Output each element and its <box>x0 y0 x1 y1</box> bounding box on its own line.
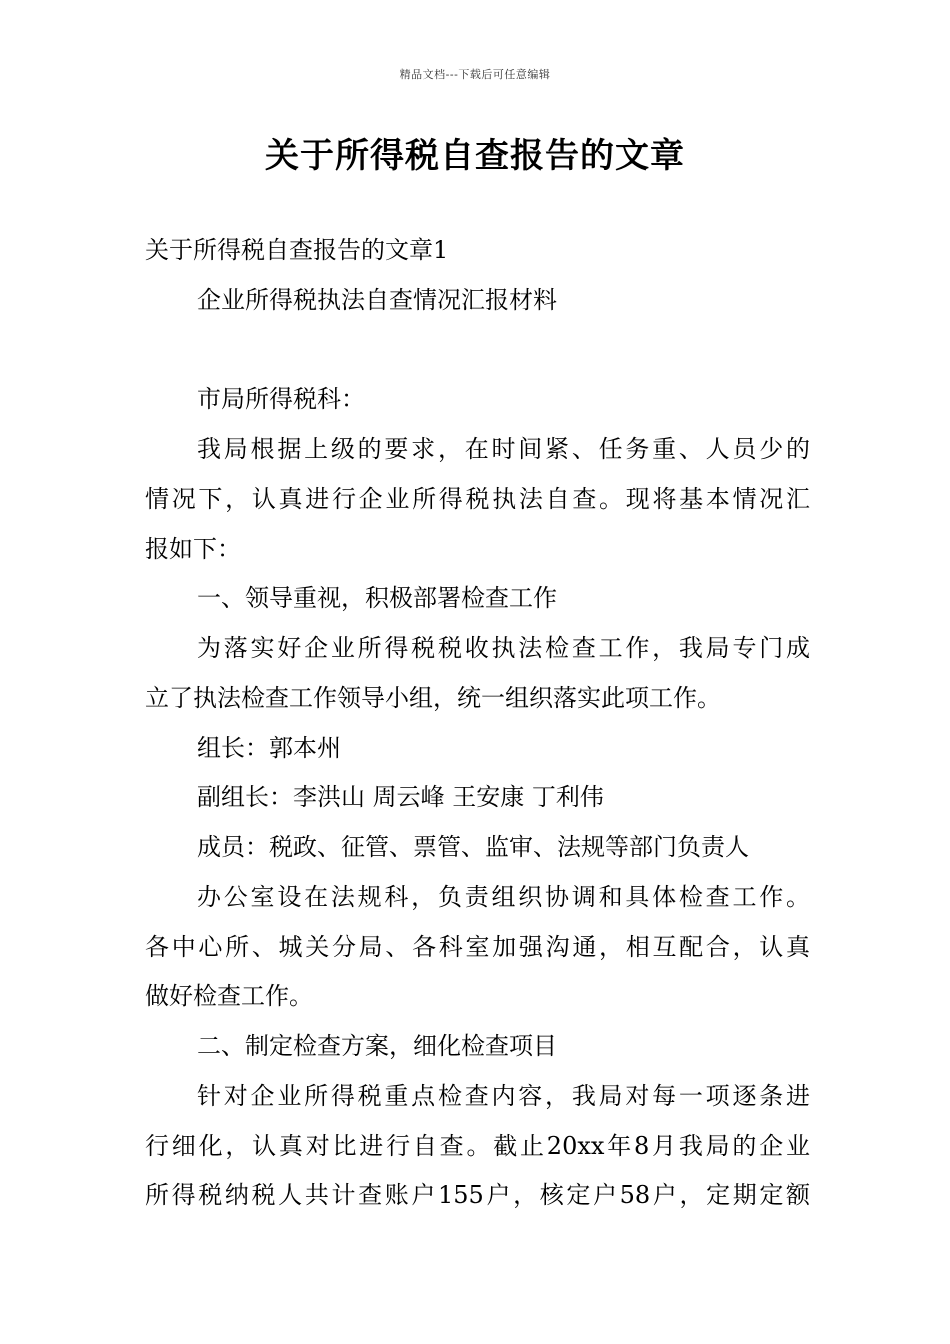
paragraph-line: 为落实好企业所得税税收执法检查工作，我局专门成 <box>197 634 810 662</box>
paragraph-line: 所得税纳税人共计查账户155户，核定户58户，定期定额 <box>145 1181 810 1209</box>
list-line: 副组长：李洪山 周云峰 王安康 丁利伟 <box>197 783 604 811</box>
paragraph-line: 各中心所、城关分局、各科室加强沟通，相互配合，认真 <box>145 933 810 961</box>
paragraph-line: 行细化，认真对比进行自查。截止20xx年8月我局的企业 <box>145 1132 810 1160</box>
heading-line: 一、领导重视，积极部署检查工作 <box>197 584 557 612</box>
document-title: 关于所得税自查报告的文章 <box>265 136 685 176</box>
subtitle-line: 企业所得税执法自查情况汇报材料 <box>197 286 557 314</box>
header-note: 精品文档---下载后可任意编辑 <box>399 68 551 81</box>
paragraph-line: 做好检查工作。 <box>145 982 313 1010</box>
section-heading: 关于所得税自查报告的文章1 <box>145 236 449 264</box>
salutation-line: 市局所得税科： <box>197 385 365 413</box>
document-body <box>145 0 810 1344</box>
paragraph-line: 报如下： <box>145 535 241 563</box>
paragraph-line: 立了执法检查工作领导小组，统一组织落实此项工作。 <box>145 684 721 712</box>
paragraph-line: 我局根据上级的要求，在时间紧、任务重、人员少的 <box>197 435 810 463</box>
paragraph-line: 针对企业所得税重点检查内容，我局对每一项逐条进 <box>197 1082 810 1110</box>
list-line: 组长：郭本州 <box>197 734 341 762</box>
paragraph-line: 办公室设在法规科，负责组织协调和具体检查工作。 <box>197 883 810 911</box>
paragraph-line: 情况下，认真进行企业所得税执法自查。现将基本情况汇 <box>145 485 810 513</box>
list-line: 成员：税政、征管、票管、监审、法规等部门负责人 <box>197 833 749 861</box>
heading-line: 二、制定检查方案，细化检查项目 <box>197 1032 557 1060</box>
